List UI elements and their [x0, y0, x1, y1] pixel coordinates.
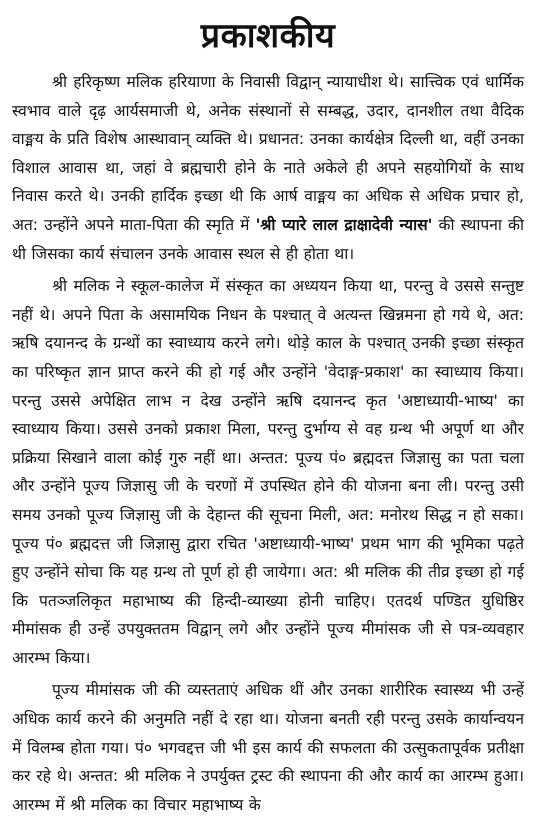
paragraph-1-text-end: की स्थापना की थी जिसका कार्य संचालन उनके आवास स्थल से ही होता था। — [12, 215, 524, 263]
trust-name: 'श्री प्यारे लाल द्राक्षादेवी न्यास' — [255, 215, 433, 234]
paragraph-3: पूज्य मीमांसक जी की व्यस्तताएं अधिक थीं और उनका शारीरिक स्वास्थ्य भी उन्हें अधिक कार्य करने की अनुमति नहीं दे रहा था। योजना बनती रही परन्तु उसके कार्यान्वयन में विलम्ब होता गया। पं० भगवद्दत्त जी भी इस कार्य की सफलता की उत्सुकतापूर्वक प्रतीक्षा कर रहे थे। अन्तत: श्री मलिक ने उपर्युक्त ट्रस्ट की स्थापना की और कार्य का आरम्भ हुआ। आरम्भ में श्री मलिक का विचार महाभाष्य के — [12, 681, 524, 814]
paragraph-1-text-start: श्री हरिकृष्ण मलिक हरियाणा के निवासी विद्वान् न्यायाधीश थे। सात्त्विक एवं धार्मिक स्वभाव वाले दृढ़ आर्यसमाजी थे, अनेक संस्थानों से सम्बद्ध, उदार, दानशील तथा वैदिक वाङ्मय के प्रति विशेष आस्थावान् व्यक्ति थे। प्रधानत: उनका कार्यक्षेत्र दिल्ली था, वहीं उनका विशाल आवास था, जहां वे ब्रह्मचारी होने के नाते अकेले ही अपने सहयोगियों के साथ निवास करते थे। उनकी हार्दिक इच्छा थी कि आर्ष वाङ्मय का अधिक से अधिक प्रचार हो, अत: उन्होंने अपने माता-पिता की स्मृति में — [12, 73, 524, 234]
paragraph-2: श्री मलिक ने स्कूल-कालेज में संस्कृत का अध्ययन किया था, परन्तु वे उससे सन्तुष्ट नहीं थे। अपने पिता के असामयिक निधन के पश्चात् वे अत्यन्त खिन्नमना हो गये थे, अत: ऋषि दयानन्द के ग्रन्थों का स्वाध्याय करने लगे। थोड़े काल के पश्चात् उनकी इच्छा संस्कृत का परिष्कृत ज्ञान प्राप्त करने की हो गई और उन्होंने 'वेदाङ्ग-प्रकाश' का स्वाध्याय किया। परन्तु उससे अपेक्षित लाभ न देख उन्होंने ऋषि दयानन्द कृत 'अष्टाध्यायी-भाष्य' का स्वाध्याय किया। उससे उनको प्रकाश मिला, परन्तु दुर्भाग्य से वह ग्रन्थ भी अपूर्ण था और प्रक्रिया सिखाने वाला कोई गुरु नहीं था। अन्तत: पूज्य पं० ब्रह्मदत्त जिज्ञासु का पता चला और उन्होंने पूज्य जिज्ञासु जी के चरणों में उपस्थित होने की योजना बना ली। परन्तु उसी समय उनको पूज्य जिज्ञासु जी के देहान्त की सूचना मिली, अत: मनोरथ सिद्ध न हो सका। पूज्य पं० ब्रह्मदत्त जी जिज्ञासु द्वारा रचित 'अष्टाध्यायी-भाष्य' प्रथम भाग की भूमिका पढ़ते हुए उन्होंने सोचा कि यह ग्रन्थ तो पूर्ण हो ही जायेगा। अत: श्री मलिक की तीव्र इच्छा हो गई कि पतञ्जलिकृत महाभाष्य की हिन्दी-व्याख्या होनी चाहिए। एतदर्थ पण्डित युधिष्ठिर मीमांसक ही उन्हें उपयुक्ततम विद्वान् लगे और उन्होंने पूज्य मीमांसक जी से पत्र-व्यवहार आरम्भ किया। — [12, 277, 524, 667]
paragraph-1 — [12, 68, 524, 268]
page-title: प्रकाशकीय — [200, 16, 336, 56]
